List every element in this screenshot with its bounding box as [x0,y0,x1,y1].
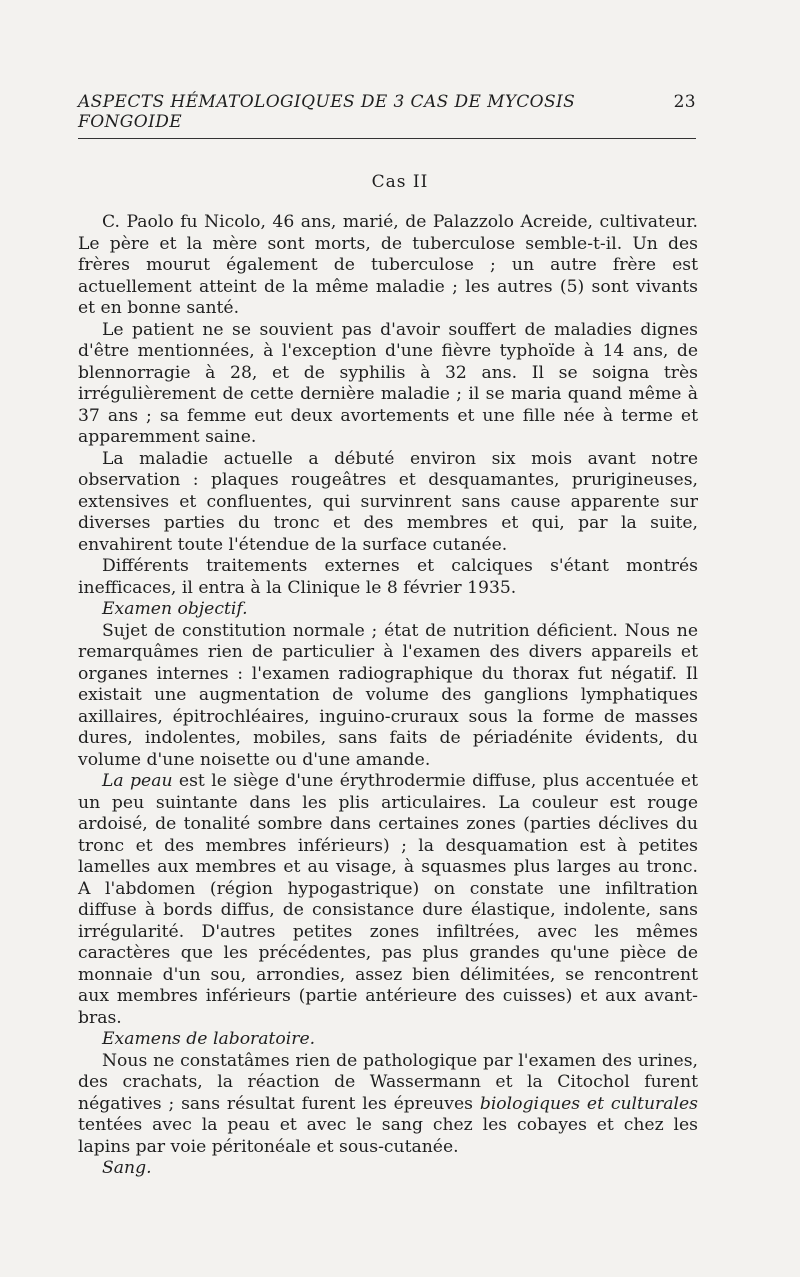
paragraph-lead-italic: La peau [102,771,173,791]
paragraph: C. Paolo fu Nicolo, 46 ans, marié, de Palazzolo Acreide, cultivateur. Le père et la mère sont morts, de tuberculose semble-t-il. Un des frères mourut également de tuberculose ; un autre frère est actuellement atteint de la même maladie ; les autres (5) sont vivants et en bonne santé. [78,212,698,318]
paragraph-body: est le siège d'une érythrodermie diffuse, plus accentuée et un peu suintante dans les plis articulaires. La couleur est rouge ardoisé, de tonalité sombre dans certaines zones (parties déclives du tronc et des membres inférieurs) ; la desquamation est à petites lamelles aux membres et au visage, à squasmes plus larges au tronc. A l'abdomen (région hypogastrique) on constate une infiltration diffuse à bords diffus, de consistance dure élastique, indolente, sans irrégularité. D'autres petites zones infiltrées, avec les mêmes caractères que les précédentes, pas plus grandes qu'une pièce de monnaie d'un sou, arrondies, assez bien délimitées, se rencontrent aux membres inférieurs (partie antérieure des cuisses) et aux avant-bras. [78,771,698,1028]
paragraph: Sujet de constitution normale ; état de nutrition déficient. Nous ne remarquâmes rien de particulier à l'examen des divers appareils et organes internes : l'examen radiographique du thorax fut négatif. Il existait une augmentation de volume des ganglions lymphatiques axillaires, épitrochléaires, inguino-cruraux sous la forme de masses dures, indolentes, mobiles, sans faits de périadénite évidents, du volume d'une noisette ou d'une amande. [78,620,698,770]
paragraph: Différents traitements externes et calciques s'étant montrés inefficaces, il entra à la Clinique le 8 février 1935. [78,556,698,598]
paragraph-part: tentées avec la peau et avec le sang chez les cobayes et chez les lapins par voie péritonéale et sous-cutanée. [78,1115,698,1157]
paragraph: Le patient ne se souvient pas d'avoir souffert de maladies dignes d'être mentionnées, à l'exception d'une fièvre typhoïde à 14 ans, de blennorragie à 28, et de syphilis à 32 ans. Il se soigna très irrégulièrement de cette dernière maladie ; il se maria quand même à 37 ans ; sa femme eut deux avortements et une fille née à terme et apparemment saine. [78,319,698,447]
subheading-examen-objectif: Examen objectif. [102,599,248,619]
page-number: 23 [673,92,696,112]
body-text [78,212,698,1180]
running-header [78,92,696,132]
paragraph [78,1051,698,1159]
paragraph-italic: biologiques et culturales [479,1093,698,1114]
header-title: ASPECTS HÉMATOLOGIQUES DE 3 CAS DE MYCOSIS FONGOIDE [78,92,576,132]
paragraph-part: Nous ne constatâmes rien de pathologique par l'examen des urines, des crachats, la réaction de Wassermann et la Citochol furent négatives ; sans résultat furent les épreuves [78,1050,698,1114]
subheading-sang: Sang. [102,1158,152,1178]
header-rule [78,138,696,139]
subheading-examens-laboratoire: Examens de laboratoire. [102,1029,316,1049]
section-title: Cas II [371,172,429,192]
paragraph: La maladie actuelle a débuté environ six mois avant notre observation : plaques rougeâtres et desquamantes, prurigineuses, extensives et confluentes, qui survinrent sans cause apparente sur diverses parties du tronc et des membres et qui, par la suite, envahirent toute l'étendue de la surface cutanée. [78,448,698,555]
paragraph [78,771,698,1029]
